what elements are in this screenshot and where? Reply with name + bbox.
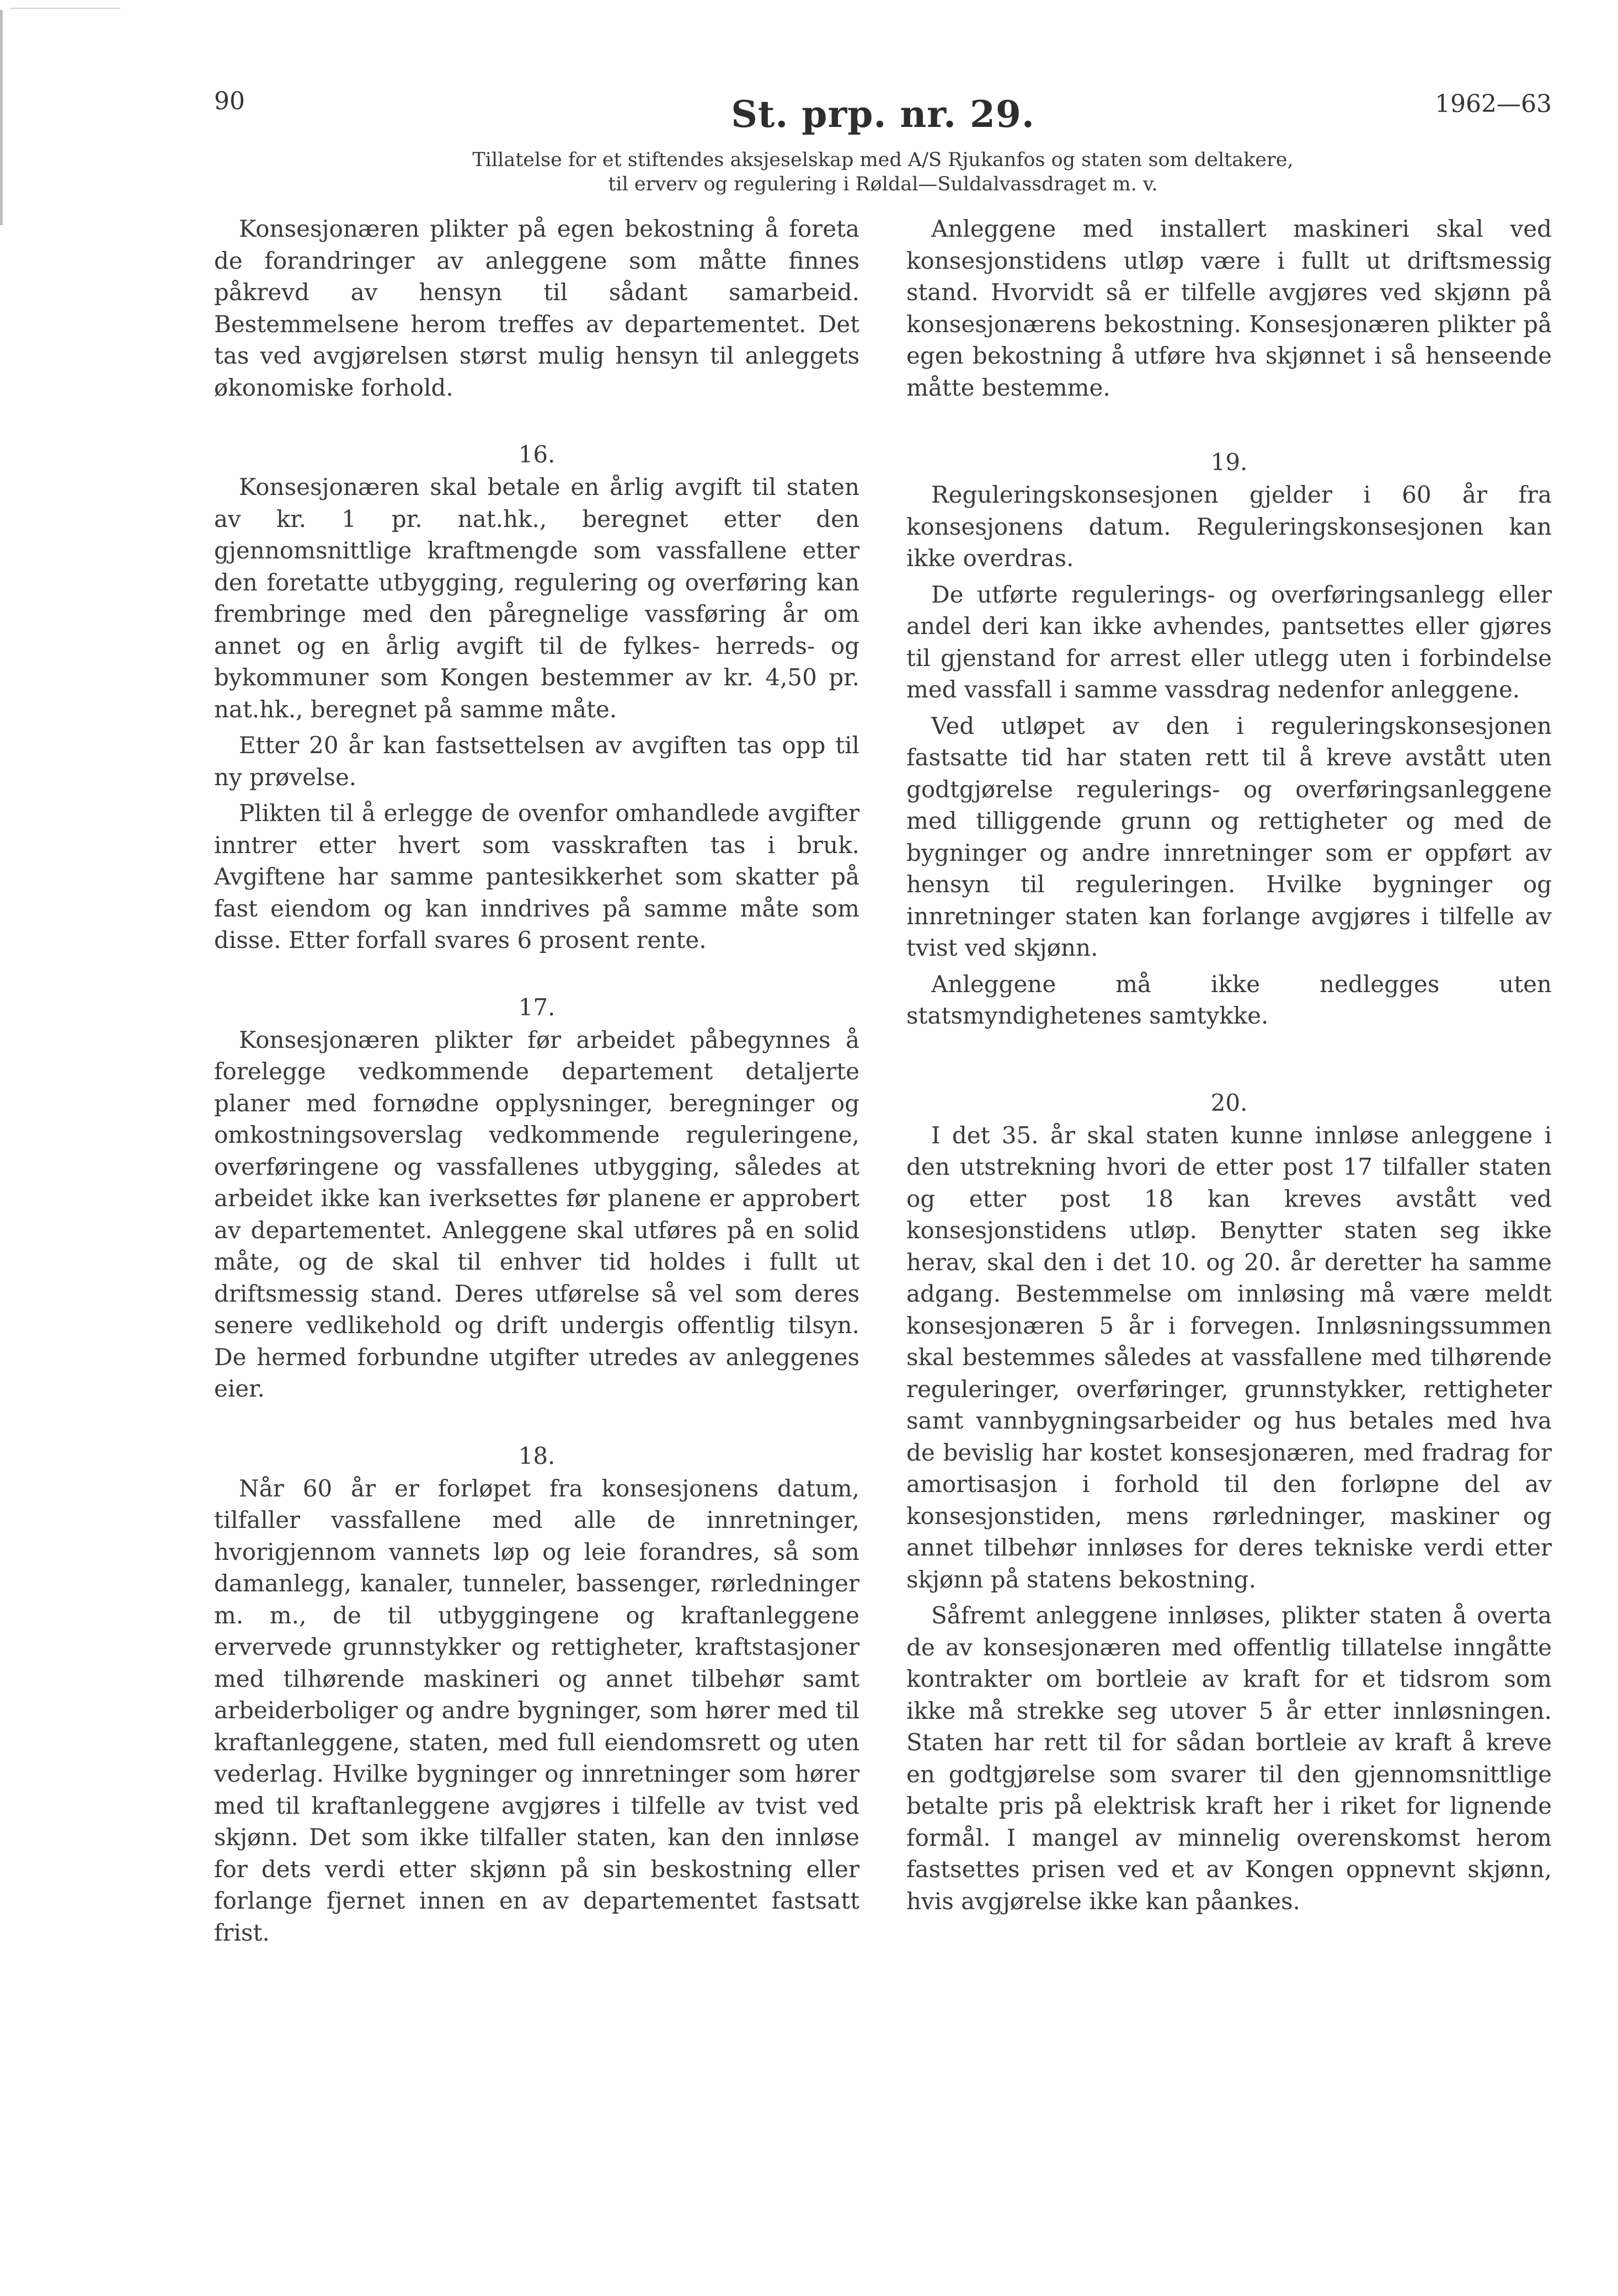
page-number: 90 [214,87,245,115]
paragraph: Etter 20 år kan fastsettelsen av avgiften tas opp til ny prøvelse. [214,732,859,791]
section-number-17: 17. [518,993,556,1021]
paragraph: Plikten til å erlegge de ovenfor omhandlede avgifter inntrer etter hvert som vasskraften tas i bruk. Avgiftene har samme pantesikkerhet som skatter på fast eiendom og kan inndrives på samme måte som disse. Etter forfall svares 6 prosent rente. [214,800,859,953]
paragraph: Når 60 år er forløpet fra konsesjonens datum, tilfaller vassfallene med alle de innretninger, hvorigjennom vannets løp og leie forandres, så som damanlegg, kanaler, tunneler, bassenger, rørledninger m. m., de til utbyggingene og kraftanleggene ervervede grunnstykker og rettigheter, kraftstasjoner med tilhørende maskineri og annet tilbehør samt arbeiderboliger og andre bygninger, som hører med til kraftanleggene, staten, med full eiendomsrett og uten vederlag. Hvilke bygninger og innretninger som hører med til kraftanleggene avgjøres i tilfelle av tvist ved skjønn. Det som ikke tilfaller staten, kan den innløse for dets verdi etter skjønn på sin beskostning eller forlange fjernet innen en av departementet fastsatt frist. [214,1474,859,1946]
document-reference: St. prp. nr. 29. [731,93,1035,136]
body-columns [214,213,1552,1953]
paragraph: De utførte regulerings- og overføringsanlegg eller andel deri kan ikke avhendes, pantsettes eller gjøres til gjenstand for arrest eller utlegg uten i forbindelse med vassfall i samme vassdrag nedenfor anleggene. [906,580,1552,703]
section-number-16: 16. [518,441,556,468]
section-number-20: 20. [1210,1089,1248,1116]
paragraph: Såfremt anleggene innløses, plikter staten å overta de av konsesjonæren med offentlig tillatelse inngåtte kontrakter om bortleie av kraft for et tidsrom som ikke må strekke seg utover 5 år etter innløsningen. Staten har rett til for sådan bortleie av kraft å kreve en godtgjørelse som svarer til den gjennomsnittlige betalte pris på elektrisk kraft her i riket for lignende formål. I mangel av minnelig overenskomst herom fastsettes prisen ved et av Kongen oppnevnt skjønn, hvis avgjørelse ikke kan påankes. [906,1602,1552,1915]
paragraph: Reguleringskonsesjonen gjelder i 60 år fra konsesjonens datum. Reguleringskonsesjonen kan ikke overdras. [906,481,1552,572]
subtitle-line-1: Tillatelse for et stiftendes aksjeselskap med A/S Rjukanfos og staten som deltakere, [472,149,1294,171]
paragraph: Ved utløpet av den i reguleringskonsesjonen fastsatte tid har staten rett til å kreve avstått uten godtgjørelse regulerings- og overføringsanleggene med tilliggende grunn og rettigheter og med de bygninger og andre innretninger som er oppført av hensyn til reguleringen. Hvilke bygninger og innretninger staten kan forlange avgjøres i tilfelle av tvist ved skjønn. [906,712,1552,961]
scan-edge-left [0,10,3,225]
paragraph: Anleggene med installert maskineri skal ved konsesjonstidens utløp være i fullt ut driftsmessig stand. Hvorvidt så er tilfelle avgjøres ved skjønn på konsesjonærens bekostning. Konsesjonæren plikter på egen bekostning å utføre hva skjønnet i så henseende måtte bestemme. [906,215,1552,401]
scan-edge-top [10,8,120,9]
right-column [906,213,1552,1953]
paragraph: Konsesjonæren skal betale en årlig avgift til staten av kr. 1 pr. nat.hk., beregnet etter den gjennomsnittlige kraftmengde som vassfallene etter den foretatte utbygging, regulering og overføring kan frembringe med den påregnelige vassføring år om annet og en årlig avgift til de fylkes- herreds- og bykommuner som Kongen bestemmer av kr. 4,50 pr. nat.hk., beregnet på samme måte. [214,473,859,723]
paragraph: I det 35. år skal staten kunne innløse anleggene i den utstrekning hvori de etter post 17 tilfaller staten og etter post 18 kan kreves avstått ved konsesjonstidens utløp. Benytter staten seg ikke herav, skal den i det 10. og 20. år deretter ha samme adgang. Bestemmelse om innløsing må være meldt konsesjonæren 5 år i forvegen. Innløsningssummen skal bestemmes således at vassfallene med tilhørende reguleringer, overføringer, grunnstykker, rettigheter samt vannbygningsarbeider og hus betales med hva de bevislig har kostet konsesjonæren, med fradrag for amortisasjon i forhold til den forløpne del av konsesjonstiden, mens rørledninger, maskiner og annet tilbehør innløses for deres tekniske verdi etter skjønn på statens bekostning. [906,1121,1552,1593]
running-head [214,87,1552,148]
subtitle-line-2: til erverv og regulering i Røldal—Suldalvassdraget m. v. [608,173,1158,195]
document-page [214,87,1552,1953]
document-subtitle [214,148,1552,196]
paragraph: Konsesjonæren plikter på egen bekostning å foreta de forandringer av anleggene som måtte finnes påkrevd av hensyn til sådant samarbeid. Bestemmelsene herom treffes av departementet. Det tas ved avgjørelsen størst mulig hensyn til anleggets økonomiske forhold. [214,215,859,401]
left-column [214,213,859,1953]
section-number-18: 18. [518,1442,556,1469]
paragraph: Anleggene må ikke nedlegges uten statsmyndighetenes samtykke. [906,970,1552,1029]
section-number-19: 19. [1210,449,1248,476]
paragraph: Konsesjonæren plikter før arbeidet påbegynnes å forelegge vedkommende departement detaljerte planer med fornødne opplysninger, beregninger og omkostningsoverslag vedkommende reguleringene, overføringene og vassfallenes utbygging, således at arbeidet ikke kan iverksettes før planene er approbert av departementet. Anleggene skal utføres på en solid måte, og de skal til enhver tid holdes i fullt ut driftsmessig stand. Deres utførelse så vel som deres senere vedlikehold og drift undergis offentlig tilsyn. De hermed forbundne utgifter utredes av anleggenes eier. [214,1026,859,1402]
session-years: 1962—63 [1435,90,1552,118]
